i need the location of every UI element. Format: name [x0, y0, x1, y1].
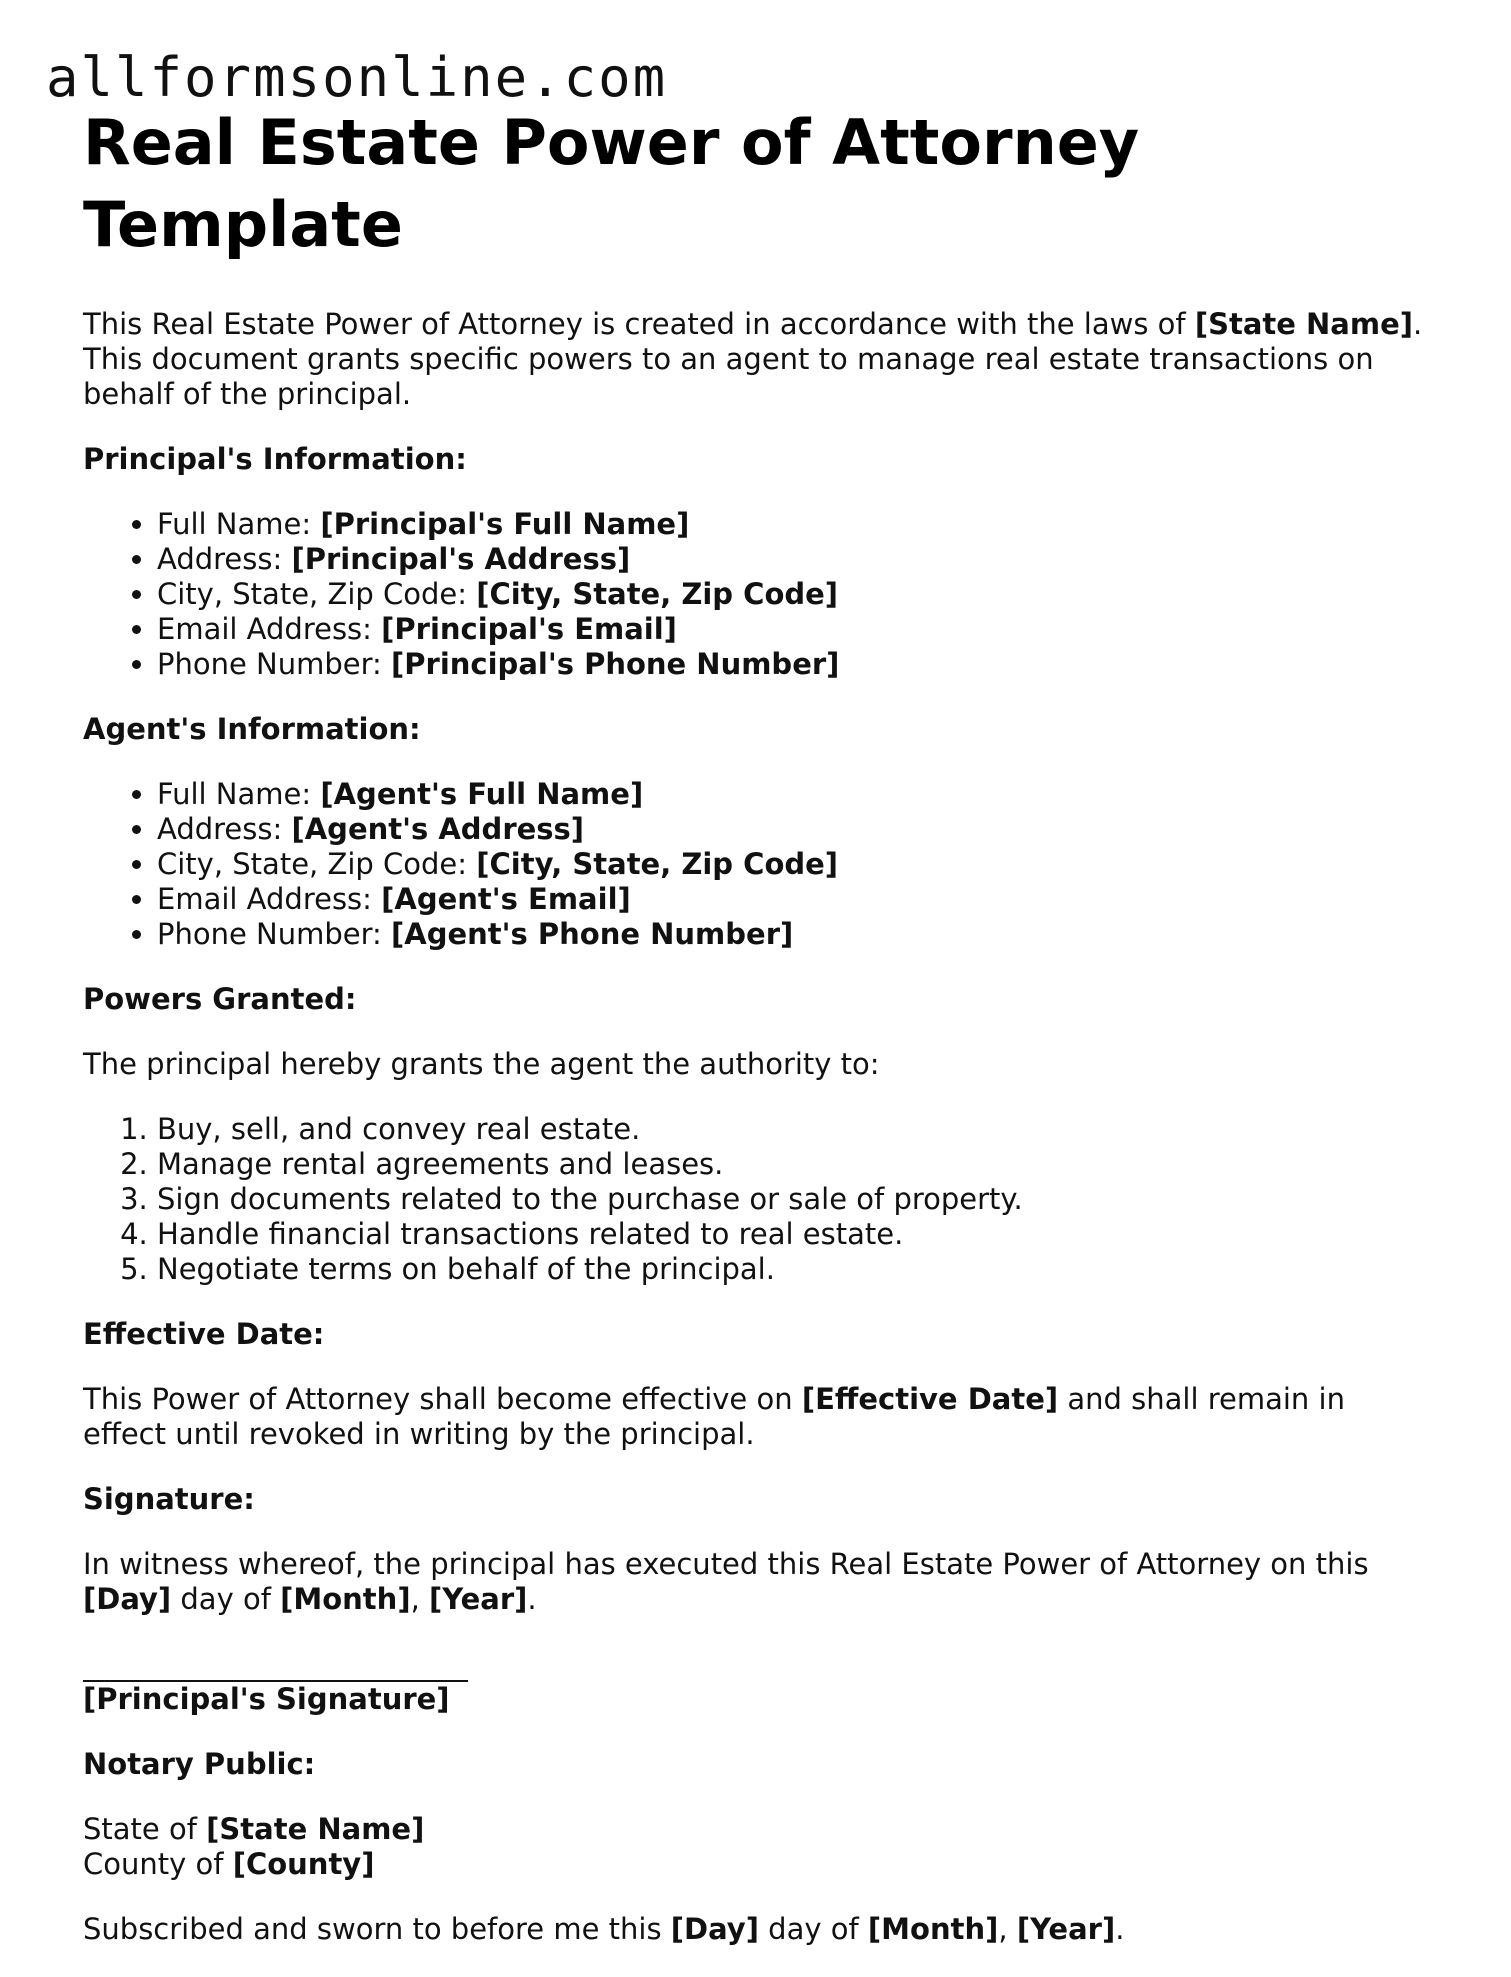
signature-heading: Signature: — [83, 1482, 255, 1516]
list-item: • Address: [Principal's Address] — [157, 542, 1423, 577]
list-item: 3. Sign documents related to the purchase or sale of property. — [157, 1182, 1423, 1217]
list-item: • Address: [Agent's Address] — [157, 812, 1423, 847]
powers-intro: The principal hereby grants the agent the authority to: — [83, 1047, 880, 1081]
agent-info-list — [83, 777, 1423, 952]
intro-text-2: . This document grants specific powers to an agent to manage real estate transactions on behalf of the principal. — [83, 307, 1423, 411]
list-item: • Full Name: [Agent's Full Name] — [157, 777, 1423, 812]
notary-sworn-paragraph: Subscribed and sworn to before me this [Day] day of [Month], [Year]. — [83, 1912, 1125, 1946]
witness-paragraph: In witness whereof, the principal has executed this Real Estate Power of Attorney on this [Day] day of [Month], [Year]. — [83, 1547, 1369, 1616]
list-item: 4. Handle financial transactions related to real estate. — [157, 1217, 1423, 1252]
list-item: 5. Negotiate terms on behalf of the principal. — [157, 1252, 1423, 1287]
list-item: • Email Address: [Principal's Email] — [157, 612, 1423, 647]
agent-heading: Agent's Information: — [83, 712, 421, 746]
signature-line — [83, 1647, 468, 1682]
intro-text-1: This Real Estate Power of Attorney is created in accordance with the laws of — [83, 307, 1195, 341]
list-item: • City, State, Zip Code: [City, State, Zip Code] — [157, 847, 1423, 882]
document-body — [83, 102, 1423, 1977]
document-title: Real Estate Power of Attorney Template — [83, 106, 1140, 261]
site-watermark: allformsonline.com — [46, 46, 668, 109]
list-item: • Email Address: [Agent's Email] — [157, 882, 1423, 917]
notary-heading: Notary Public: — [83, 1747, 316, 1781]
list-item: • Full Name: [Principal's Full Name] — [157, 507, 1423, 542]
principal-info-list — [83, 507, 1423, 682]
intro-paragraph — [83, 307, 1423, 412]
list-item: 1. Buy, sell, and convey real estate. — [157, 1112, 1423, 1147]
principal-heading: Principal's Information: — [83, 442, 467, 476]
list-item: • Phone Number: [Principal's Phone Number] — [157, 647, 1423, 682]
effective-date-heading: Effective Date: — [83, 1317, 325, 1351]
notary-venue: State of [State Name] County of [County] — [83, 1812, 425, 1881]
list-item: • Phone Number: [Agent's Phone Number] — [157, 917, 1423, 952]
list-item: 2. Manage rental agreements and leases. — [157, 1147, 1423, 1182]
effective-date-paragraph: This Power of Attorney shall become effective on [Effective Date] and shall remain in effect until revoked in writing by the principal. — [83, 1382, 1345, 1451]
effective-date-placeholder: [Effective Date] — [801, 1382, 1059, 1416]
powers-list — [83, 1112, 1423, 1287]
list-item: • City, State, Zip Code: [City, State, Zip Code] — [157, 577, 1423, 612]
powers-heading: Powers Granted: — [83, 982, 357, 1016]
signature-block — [83, 1647, 1423, 1717]
intro-state-placeholder: [State Name] — [1194, 307, 1414, 341]
principal-signature-label: [Principal's Signature] — [83, 1682, 450, 1716]
